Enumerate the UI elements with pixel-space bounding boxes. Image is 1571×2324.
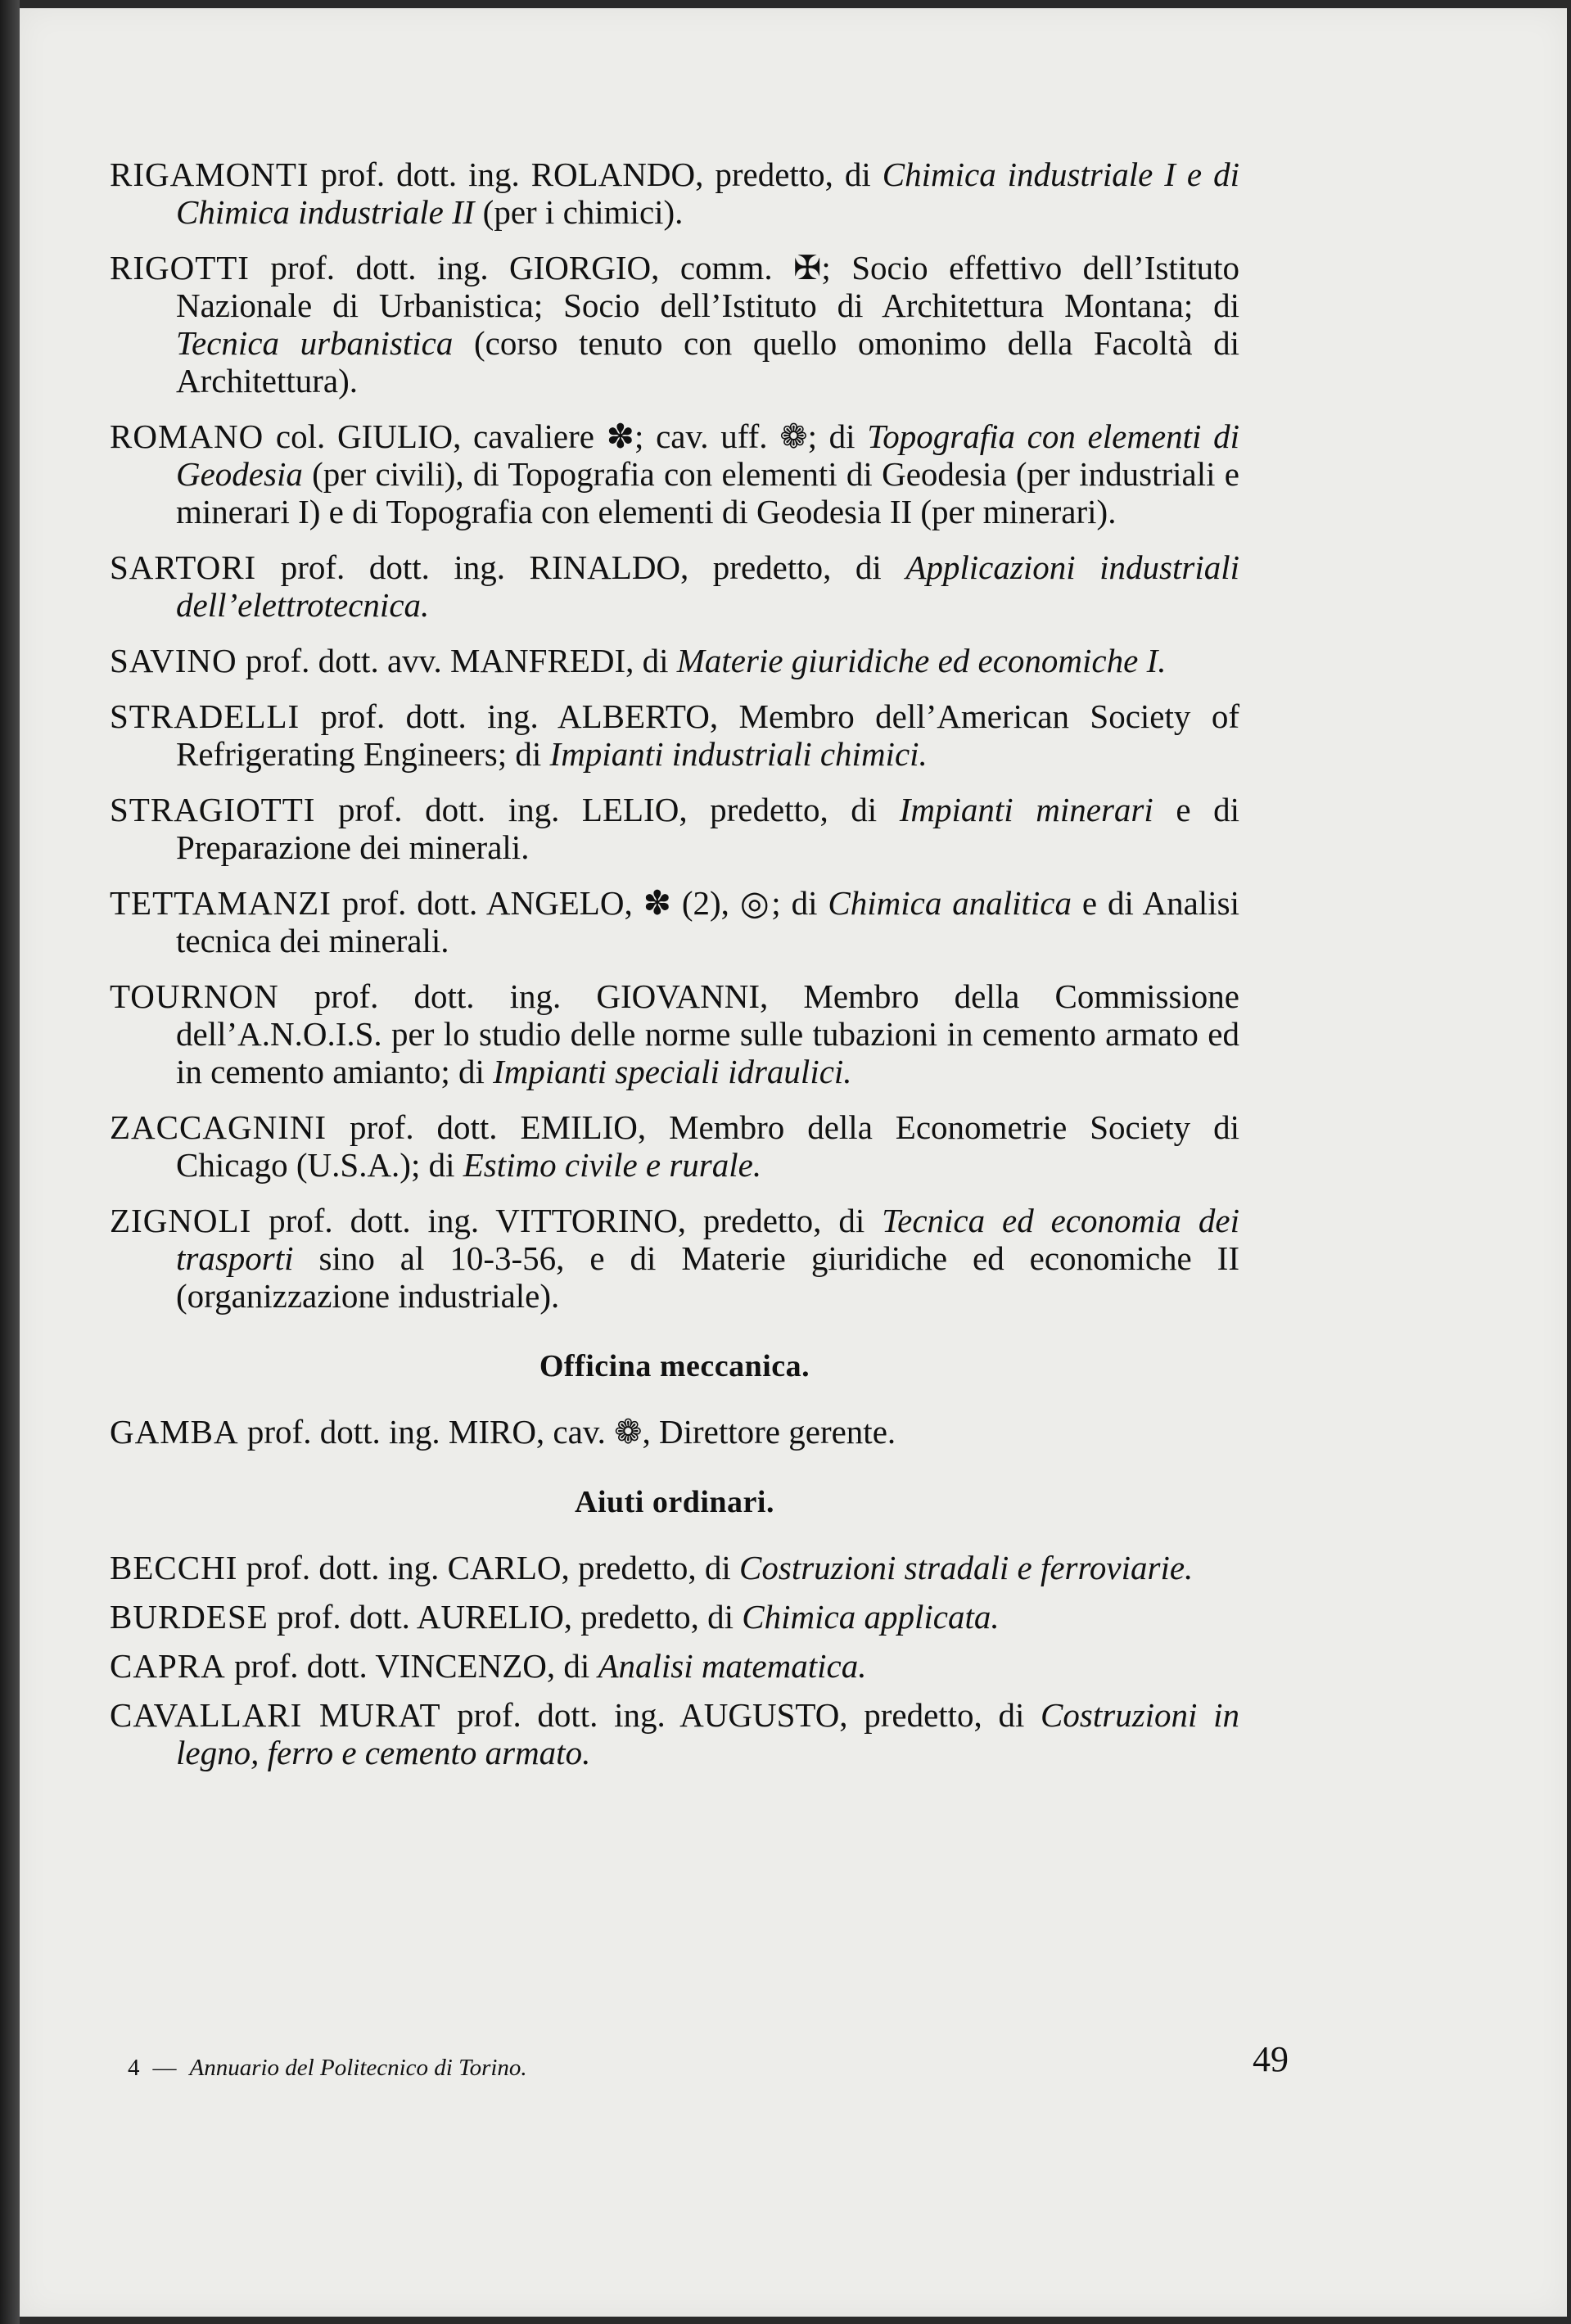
entry-course: Analisi matematica. (598, 1647, 867, 1685)
entry-surname: RIGAMONTI (110, 156, 309, 193)
entry-course: Chimica analitica (828, 884, 1072, 922)
entry-surname: TETTAMANZI (110, 884, 332, 922)
entry-text: prof. dott. EMILIO, Membro della Econometrie Society di Chicago (U.S.A.); di (176, 1108, 1239, 1184)
entry-tettamanzi (110, 884, 1239, 959)
entry-sartori (110, 548, 1239, 624)
entry-text: prof. dott. ing. MIRO, cav. ❁, Direttore gerente. (238, 1413, 896, 1451)
entry-course: Chimica applicata. (742, 1598, 1000, 1636)
entry-stradelli (110, 697, 1239, 773)
entry-text: prof. dott. ing. VITTORINO, predetto, di (251, 1202, 883, 1239)
entry-rigotti (110, 249, 1239, 399)
entry-course: Topografia con elementi di Geodesia (176, 417, 1239, 493)
entry-text: prof. dott. ing. LELIO, predetto, di (315, 791, 900, 828)
entry-tail: e di Analisi tecnica dei minerali. (176, 884, 1239, 959)
entry-text: prof. dott. AURELIO, predetto, di (268, 1598, 743, 1636)
entry-text: prof. dott. avv. MANFREDI, di (237, 642, 677, 679)
entry-gamba (110, 1413, 1239, 1451)
entry-text: col. GIULIO, cavaliere ✽; cav. uff. ❁; di (264, 417, 868, 455)
entry-tournon (110, 977, 1239, 1090)
entry-course: Impianti minerari (899, 791, 1153, 828)
entry-becchi (110, 1549, 1239, 1586)
signature-dash: — (152, 2055, 177, 2081)
page-footer (110, 2038, 1289, 2087)
entry-course: Applicazioni industriali dell’elettrotecnica. (176, 548, 1239, 624)
entry-zignoli (110, 1202, 1239, 1315)
scan-edge (0, 0, 20, 2324)
page-content (110, 156, 1239, 1783)
entry-tail: (per i chimici). (474, 193, 684, 231)
entry-tail: sino al 10-3-56, e di Materie giuridiche ed economiche II (organizzazione industriale). (176, 1239, 1239, 1315)
entry-course: Tecnica urbanistica (176, 324, 454, 362)
entry-course: Chimica industriale I e di Chimica industriale II (176, 156, 1239, 231)
entry-text: prof. dott. ing. RINALDO, predetto, di (256, 548, 906, 586)
entry-course: Impianti industriali chimici. (549, 735, 928, 773)
entry-surname: CAPRA (110, 1647, 226, 1685)
entry-surname: BURDESE (110, 1598, 269, 1636)
entry-surname: STRADELLI (110, 697, 300, 735)
entry-surname: ZACCAGNINI (110, 1108, 327, 1146)
entry-course: Materie giuridiche ed economiche I. (676, 642, 1167, 679)
section-heading-aiuti: Aiuti ordinari. (575, 1485, 774, 1519)
entry-tail: (per civili), di Topografia con elementi di Geodesia (per industriali e minerari I) e di Topografia con elementi di Geodesia II (per minerari). (176, 455, 1239, 530)
entry-course: Costruzioni stradali e ferroviarie. (739, 1549, 1194, 1586)
entry-text: prof. dott. ing. CARLO, predetto, di (237, 1549, 740, 1586)
entry-text: prof. dott. VINCENZO, di (225, 1647, 598, 1685)
section-heading-officina: Officina meccanica. (539, 1349, 810, 1383)
entry-text: prof. dott. ing. ALBERTO, Membro dell’American Society of Refrigerating Engineers; di (176, 697, 1239, 773)
entry-text: prof. dott. ing. GIORGIO, comm. ✠; Socio effettivo dell’Istituto Nazionale di Urbanistica; Socio dell’Istituto di Architettura Montana; di (176, 249, 1239, 324)
entry-capra (110, 1647, 1239, 1685)
entry-text: prof. dott. ing. AUGUSTO, predetto, di (440, 1696, 1041, 1734)
entry-surname: GAMBA (110, 1413, 239, 1451)
entry-surname: BECCHI (110, 1549, 238, 1586)
entry-surname: SAVINO (110, 642, 237, 679)
entry-course: Costruzioni in legno, ferro e cemento armato. (176, 1696, 1239, 1771)
entry-text: prof. dott. ANGELO, ✽ (2), ◎; di (331, 884, 828, 922)
entry-surname: TOURNON (110, 977, 279, 1015)
entry-surname: RIGOTTI (110, 249, 250, 287)
entry-course: Impianti speciali idraulici. (493, 1053, 852, 1090)
signature-title: Annuario del Politecnico di Torino. (189, 2055, 527, 2081)
entry-course: Estimo civile e rurale. (463, 1146, 762, 1184)
entry-surname: ROMANO (110, 417, 264, 455)
entry-tail: (corso tenuto con quello omonimo della Facoltà di Architettura). (176, 324, 1239, 399)
signature-number: 4 (128, 2055, 140, 2081)
entry-surname: CAVALLARI MURAT (110, 1696, 441, 1734)
footer-signature (128, 2055, 527, 2082)
entry-surname: SARTORI (110, 548, 257, 586)
entry-rigamonti (110, 156, 1239, 231)
entry-surname: ZIGNOLI (110, 1202, 252, 1239)
entry-burdese (110, 1598, 1239, 1636)
page-number: 49 (1253, 2039, 1289, 2079)
entry-romano (110, 417, 1239, 530)
entry-cavallari-murat (110, 1696, 1239, 1771)
entry-text: prof. dott. ing. ROLANDO, predetto, di (309, 156, 883, 193)
entry-zaccagnini (110, 1108, 1239, 1184)
entry-tail: e di Preparazione dei minerali. (176, 791, 1240, 866)
entry-text: prof. dott. ing. GIOVANNI, Membro della Commissione dell’A.N.O.I.S. per lo studio delle norme sulle tubazioni in cemento armato ed in cemento amianto; di (176, 977, 1239, 1090)
entry-course: Tecnica ed economia dei trasporti (176, 1202, 1239, 1277)
entry-surname: STRAGIOTTI (110, 791, 316, 828)
entry-savino (110, 642, 1239, 679)
entry-stragiotti (110, 791, 1239, 866)
